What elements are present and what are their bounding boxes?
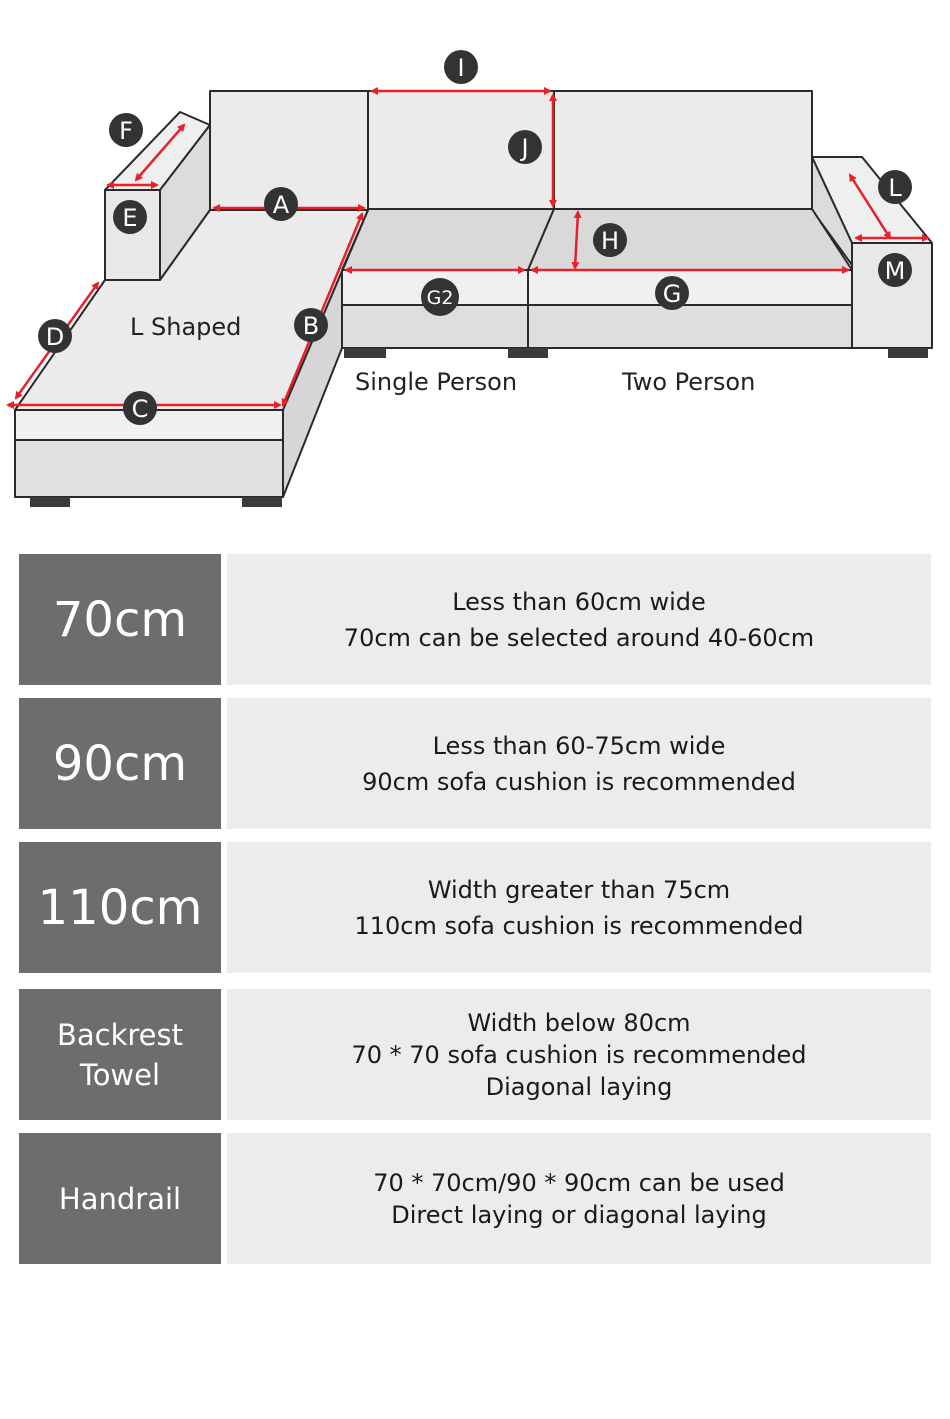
size-row-90cm (19, 698, 931, 829)
description-line: Width below 80cm (467, 1008, 691, 1037)
marker-letter: I (457, 54, 465, 82)
marker-letter: H (600, 227, 620, 255)
caption-two-person: Two Person (622, 368, 756, 396)
description-line: Less than 60cm wide (452, 587, 706, 616)
marker-letter: E (122, 204, 138, 232)
size-label: 70cm (19, 554, 221, 685)
description-line: Less than 60-75cm wide (432, 731, 726, 760)
size-label-line: Backrest (56, 1017, 183, 1052)
marker-letter: B (302, 312, 320, 340)
marker-letter: F (119, 117, 133, 145)
size-label-line: Towel (79, 1057, 161, 1092)
leg (242, 497, 282, 507)
description-line: Width greater than 75cm (427, 875, 731, 904)
size-description (227, 554, 931, 685)
leg (508, 348, 548, 358)
size-label: Handrail (19, 1133, 221, 1264)
sofa-outline (15, 91, 932, 497)
marker-letter: M (884, 257, 906, 285)
marker-letter: L (888, 174, 902, 202)
marker-B (294, 308, 328, 342)
size-description (227, 698, 931, 829)
marker-F (109, 113, 143, 147)
marker-letter: G2 (426, 287, 454, 309)
description-line: 70 * 70 sofa cushion is recommended (351, 1040, 807, 1069)
marker-L (878, 170, 912, 204)
size-description (227, 989, 931, 1120)
description-line: Direct laying or diagonal laying (391, 1200, 767, 1229)
caption-single-person: Single Person (355, 368, 518, 396)
marker-letter: J (521, 134, 529, 162)
leg (344, 348, 386, 358)
sofa-dimension-diagram (0, 0, 950, 520)
description-line: 90cm sofa cushion is recommended (362, 767, 796, 796)
marker-I (444, 50, 478, 84)
leg (30, 497, 70, 507)
marker-M (878, 253, 912, 287)
marker-letter: D (45, 323, 65, 351)
size-row-70cm (19, 554, 931, 685)
leg (888, 348, 928, 358)
marker-D (38, 319, 72, 353)
size-label: 110cm (19, 842, 221, 973)
marker-J (508, 130, 542, 164)
marker-letter: G (662, 280, 682, 308)
size-label (19, 989, 221, 1120)
marker-A (264, 187, 298, 221)
size-description (227, 1133, 931, 1264)
description-line: 70 * 70cm/90 * 90cm can be used (373, 1168, 785, 1197)
size-row-110cm (19, 842, 931, 973)
marker-C (123, 391, 157, 425)
size-row-handrail (19, 1133, 931, 1264)
description-line: Diagonal laying (485, 1072, 673, 1101)
description-line: 110cm sofa cushion is recommended (354, 911, 804, 940)
marker-G (655, 276, 689, 310)
size-description (227, 842, 931, 973)
marker-letter: C (131, 395, 149, 423)
caption-l-shaped: L Shaped (130, 313, 242, 341)
marker-E (113, 200, 147, 234)
marker-H (593, 223, 627, 257)
size-row-backrest-towel (19, 989, 931, 1120)
marker-letter: A (272, 191, 290, 219)
description-line: 70cm can be selected around 40-60cm (343, 623, 815, 652)
marker-G2 (421, 278, 459, 316)
size-label: 90cm (19, 698, 221, 829)
